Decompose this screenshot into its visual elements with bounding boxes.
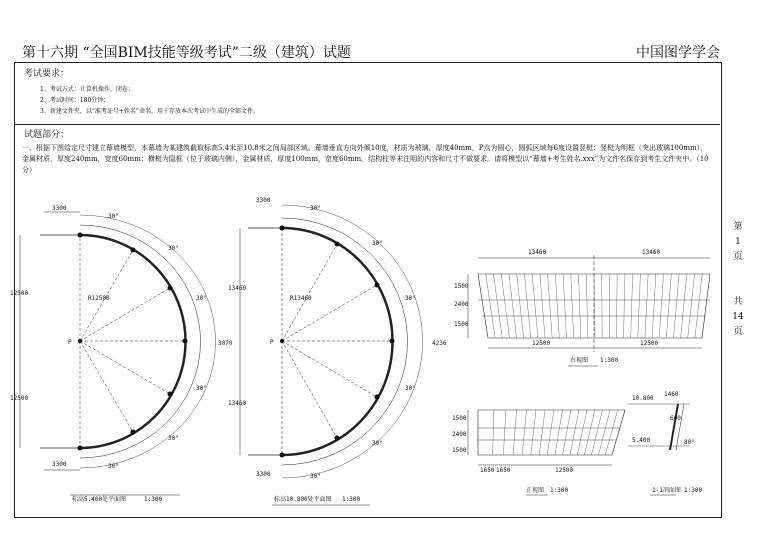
mullion-line	[532, 274, 538, 338]
mullion-line	[509, 274, 517, 338]
mullion-line	[666, 274, 671, 338]
drawing-scale: 1:300	[342, 496, 361, 503]
dim-text: 12500	[640, 340, 659, 347]
front-view	[468, 410, 625, 495]
mullion-line	[586, 274, 588, 338]
angle-label: 30°	[108, 463, 119, 470]
mullion-line	[624, 274, 625, 338]
drawing-caption: 正视图	[526, 487, 545, 494]
mullion-line	[645, 274, 648, 338]
angle-label: 80°	[684, 439, 695, 446]
mullion-line	[547, 410, 554, 455]
angle-label: 30°	[372, 440, 383, 447]
mullion-line	[524, 274, 530, 338]
angle-label: 30°	[168, 435, 179, 442]
mullion-line	[652, 274, 656, 338]
level-text: 5.400	[632, 437, 651, 444]
organization-name: 中国图学学会	[636, 45, 720, 61]
requirement-item: 2、考试时间：180分钟；	[40, 97, 110, 104]
dim-text: 2400	[454, 301, 469, 308]
dim-text: 1500	[452, 447, 467, 454]
total-pages: 14	[732, 312, 744, 322]
mullion-line	[577, 410, 587, 455]
front-view-mullions	[493, 410, 618, 455]
plan-5400	[20, 212, 216, 495]
dim-text: 13460	[228, 400, 247, 407]
angle-label: 30°	[405, 385, 416, 392]
angle-label: 30°	[196, 295, 207, 302]
questions-heading: 试题部分：	[24, 130, 70, 140]
dim-text: 13460	[528, 249, 547, 256]
mullion-line	[695, 274, 702, 338]
dim-text: 2400	[452, 431, 467, 438]
mullion-line	[548, 274, 553, 338]
dim-text: 13460	[228, 285, 247, 292]
mullion-line	[605, 410, 617, 455]
mullion-line	[659, 274, 663, 338]
mullion-line	[579, 274, 581, 338]
radius-text: R12500	[88, 295, 110, 302]
mullion-line	[563, 410, 571, 455]
angle-label: 30°	[405, 295, 416, 302]
page-number: 1	[735, 237, 741, 247]
mullion-line	[563, 274, 566, 338]
dim-text: 600	[670, 415, 681, 422]
drawing-caption: 右视图	[570, 357, 589, 364]
mullion-line	[688, 274, 695, 338]
page-title: 第十六期 “全国BIM技能等级考试”二级（建筑）试题	[22, 45, 351, 61]
drawing-scale: 1:300	[550, 487, 569, 494]
radius-text: R13460	[290, 295, 312, 302]
mullion-line	[531, 410, 536, 455]
dim-text: 3300	[52, 461, 67, 468]
drawing-caption: 标高10.800处平面图	[274, 496, 332, 503]
requirements-heading: 考试要求：	[24, 69, 70, 79]
mullion-line	[501, 274, 509, 338]
mullion-line	[555, 274, 559, 338]
angle-label: 30°	[310, 473, 321, 480]
plan-10800	[240, 205, 423, 505]
drawing-scale: 1:300	[600, 357, 619, 364]
mullion-line	[631, 274, 633, 338]
dim-text: 3300	[256, 197, 271, 204]
dim-text: 1500	[454, 321, 469, 328]
dim-text: 12500	[10, 290, 29, 297]
mullion-line	[598, 410, 610, 455]
angle-label: 30°	[310, 205, 321, 212]
question-1-text: 一、根据下图给定尺寸建立幕墙模型，本幕墙为某建筑截取标高5.4米至10.8米之间局部区域。幕墙垂直方向外倾10度，材质为玻璃，厚度40mm，P点为圆心，圆弧区域每6度设置竖梃：竖梃为明框（突出玻璃100mm），金属材质，厚度240mm，宽度60mm；横梃为隐框（位于玻璃内侧），金属材质，厚度100mm，宽度60mm。结构柱等未注明的内容和尺寸不做要求。请将模型以“幕墙+考生姓名.xxx”为文件名保存到考生文件夹中。（10分）	[22, 144, 709, 174]
right-view	[468, 255, 710, 366]
drawing-caption: 标高5.400处平面图	[72, 496, 127, 503]
mullion-line	[638, 274, 641, 338]
dim-text: 1650	[496, 467, 511, 474]
total-label-char: 共	[733, 297, 743, 307]
mullion-line	[517, 274, 524, 338]
mullion-line	[673, 274, 679, 338]
requirement-item: 3、新建文件夹，以“准考证号+姓名”命名，用于存放本次考试中生成的全部文件。	[40, 108, 259, 115]
mullion-line	[681, 274, 687, 338]
page-label-char: 页	[733, 252, 743, 262]
drawing-caption: 1-1剖面图	[652, 487, 681, 494]
angle-label: 30°	[168, 245, 179, 252]
center-label: P	[68, 339, 72, 346]
level-text: 10.800	[632, 395, 654, 402]
dim-text: 3300	[256, 471, 271, 478]
dim-text: 4236	[432, 340, 447, 347]
mullion-line	[570, 410, 579, 455]
mullion-line	[493, 410, 494, 455]
mullion-line	[493, 274, 502, 338]
mullion-line	[555, 410, 562, 455]
requirement-item: 1、考试方式：计算机操作，闭卷；	[40, 86, 134, 93]
dim-text: 13460	[642, 249, 661, 256]
dim-text: 1500	[452, 415, 467, 422]
angle-label: 30°	[372, 240, 383, 247]
dim-text: 12500	[532, 340, 551, 347]
page-label-char: 第	[733, 222, 743, 232]
dim-text: 1650	[480, 467, 495, 474]
mullion-line	[486, 274, 495, 338]
dim-text: 12500	[555, 467, 574, 474]
mullion-line	[571, 274, 574, 338]
dim-text: 1460	[664, 391, 679, 398]
total-label-char: 页	[733, 327, 743, 337]
angle-label: 30°	[108, 213, 119, 220]
center-label: P	[270, 339, 274, 346]
dim-text: 1500	[454, 283, 469, 290]
mullion-line	[616, 274, 617, 338]
mullion-line	[540, 274, 545, 338]
mullion-line	[503, 410, 505, 455]
mullion-line	[522, 410, 526, 455]
dim-text: 12500	[10, 395, 29, 402]
drawing-scale: 1:300	[684, 487, 703, 494]
drawing-scale: 1:300	[144, 496, 163, 503]
angle-label: 30°	[196, 385, 207, 392]
dim-text: 3300	[52, 205, 67, 212]
mullion-line	[513, 410, 516, 455]
dim-text: 3070	[218, 340, 233, 347]
mullion-line	[539, 410, 545, 455]
